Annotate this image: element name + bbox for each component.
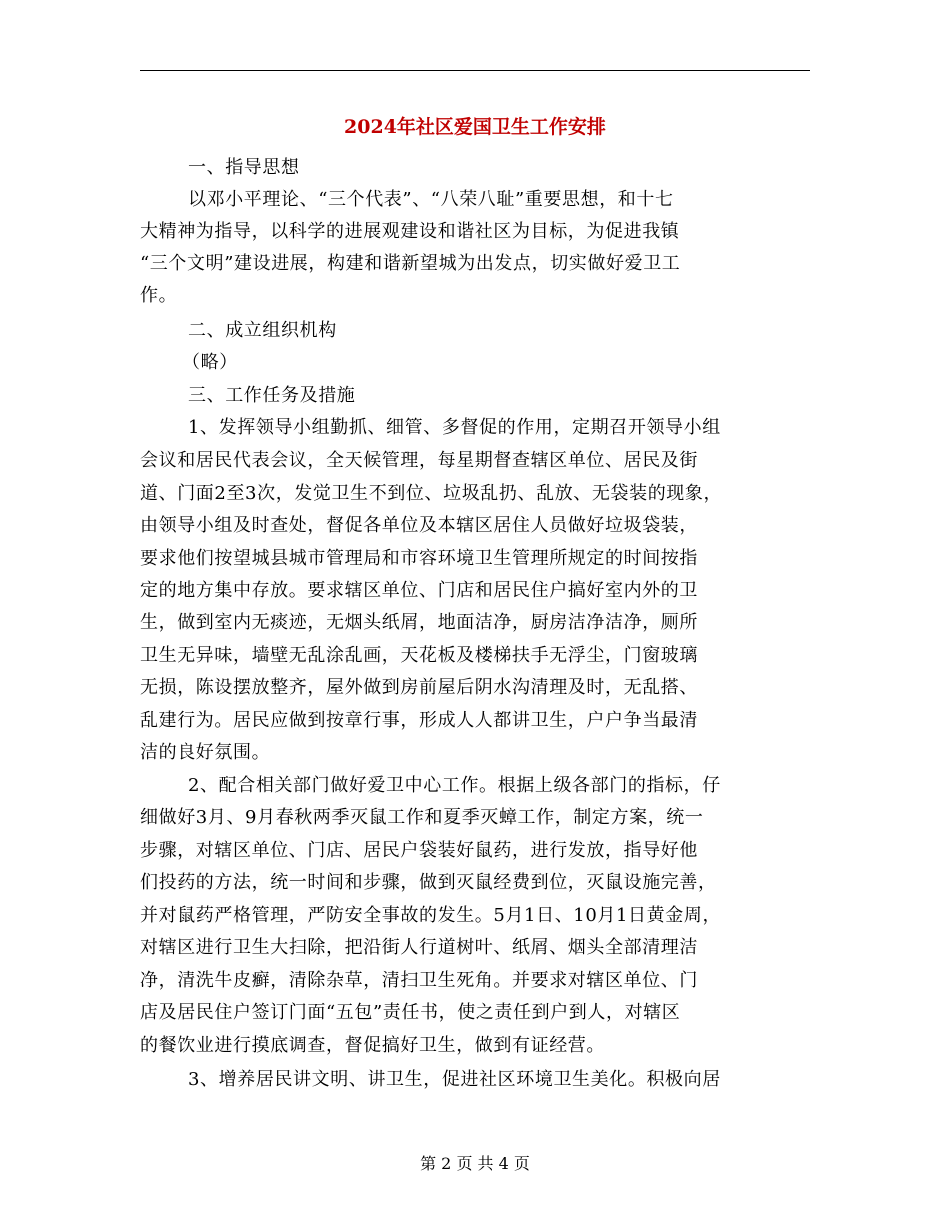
- paragraph-line: 大精神为指导，以科学的进展观建设和谐社区为目标，为促进我镇: [140, 221, 680, 242]
- paragraph-line: 洁的良好氛围。: [140, 742, 271, 763]
- paragraph-line: 由领导小组及时查处，督促各单位及本辖区居住人员做好垃圾袋装，: [140, 515, 698, 536]
- paragraph-line: 生，做到室内无痰迹，无烟头纸屑，地面洁净，厨房洁净洁净，厕所: [140, 612, 698, 633]
- paragraph-line: 作。: [140, 285, 178, 306]
- paragraph-line: 1、发挥领导小组勤抓、细管、多督促的作用，定期召开领导小组: [188, 417, 721, 438]
- heading-tasks-measures: 三、工作任务及措施: [188, 385, 356, 406]
- document-title: 2024年社区爱国卫生工作安排: [344, 116, 606, 138]
- paragraph-line: 定的地方集中存放。要求辖区单位、门店和居民住户搞好室内外的卫: [140, 580, 698, 601]
- paragraph-line: 步骤，对辖区单位、门店、居民户袋装好鼠药，进行发放，指导好他: [140, 840, 698, 861]
- paragraph-line: 卫生无异味，墙壁无乱涂乱画，天花板及楼梯扶手无浮尘，门窗玻璃: [140, 645, 698, 666]
- paragraph-line: 3、增养居民讲文明、讲卫生，促进社区环境卫生美化。积极向居: [188, 1069, 721, 1090]
- paragraph-line: 无损，陈设摆放整齐，屋外做到房前屋后阴水沟清理及时，无乱搭、: [140, 677, 698, 698]
- paragraph-line: 店及居民住户签订门面“五包”责任书，使之责任到户到人，对辖区: [140, 1002, 681, 1023]
- paragraph-line: 净，清洗牛皮癣，清除杂草，清扫卫生死角。并要求对辖区单位、门: [140, 970, 698, 991]
- paragraph-line: 乱建行为。居民应做到按章行事，形成人人都讲卫生，户户争当最清: [140, 710, 698, 731]
- header-rule: [140, 70, 810, 71]
- paragraph-line: 要求他们按望城县城市管理局和市容环境卫生管理所规定的时间按指: [140, 548, 698, 569]
- paragraph-line: 们投药的方法，统一时间和步骤，做到灭鼠经费到位，灭鼠设施完善，: [140, 872, 717, 893]
- paragraph-line: 的餐饮业进行摸底调查，督促搞好卫生，做到有证经营。: [140, 1035, 605, 1056]
- heading-organization: 二、成立组织机构: [188, 320, 337, 341]
- heading-guiding-ideology: 一、指导思想: [188, 157, 300, 178]
- paragraph-line: 以邓小平理论、“三个代表”、“八荣八耻”重要思想，和十七: [188, 189, 674, 210]
- paragraph-line: 细做好3月、9月春秋两季灭鼠工作和夏季灭蟑工作，制定方案，统一: [140, 807, 704, 828]
- paragraph-line: 会议和居民代表会议，全天候管理，每星期督查辖区单位、居民及街: [140, 450, 698, 471]
- page-number-footer: 第 2 页 共 4 页: [420, 1154, 530, 1173]
- paragraph-line: 并对鼠药严格管理，严防安全事故的发生。5月1日、10月1日黄金周，: [140, 905, 722, 926]
- paragraph-line: 道、门面2至3次，发觉卫生不到位、垃圾乱扔、乱放、无袋装的现象，: [140, 483, 723, 504]
- paragraph-line: （略）: [182, 352, 238, 373]
- paragraph-line: “三个文明”建设进展，构建和谐新望城为出发点，切实做好爱卫工: [140, 253, 681, 274]
- paragraph-line: 对辖区进行卫生大扫除，把沿街人行道树叶、纸屑、烟头全部清理洁: [140, 937, 698, 958]
- paragraph-line: 2、配合相关部门做好爱卫中心工作。根据上级各部门的指标，仔: [188, 775, 721, 796]
